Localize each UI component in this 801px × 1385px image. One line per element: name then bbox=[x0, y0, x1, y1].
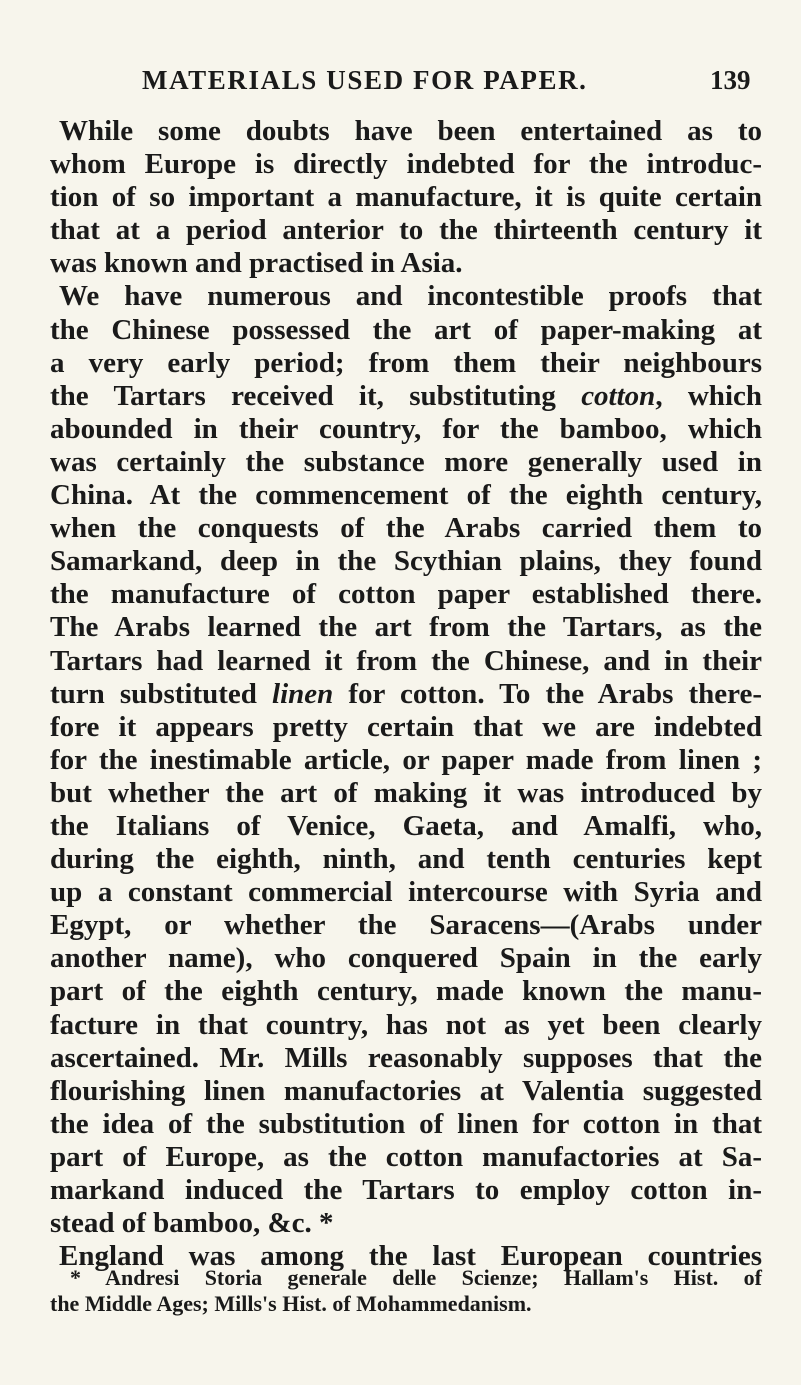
text-line: when the conquests of the Arabs carried them to bbox=[50, 512, 762, 545]
text-line: We have numerous and incontestible proofs that bbox=[59, 280, 762, 313]
text-line: Egypt, or whether the Saracens—(Arabs under bbox=[50, 909, 762, 942]
text-line: markand induced the Tartars to employ cotton in- bbox=[50, 1174, 762, 1206]
footnote bbox=[50, 1265, 762, 1317]
text-line: England was among the last European countries bbox=[59, 1240, 762, 1273]
running-title: MATERIALS USED FOR PAPER. bbox=[142, 65, 588, 95]
text-line: The Arabs learned the art from the Tartars, as the bbox=[50, 611, 762, 644]
text-segment: the Tartars received it, substituting bbox=[50, 379, 582, 412]
text-line bbox=[50, 678, 762, 711]
text-line: the Chinese possessed the art of paper-making at bbox=[50, 313, 762, 346]
text-segment: turn substituted bbox=[50, 677, 273, 710]
text-line: facture in that country, has not as yet been clearly bbox=[50, 1008, 762, 1041]
text-line: stead of bamboo, &c. * bbox=[50, 1207, 334, 1240]
text-line: flourishing linen manufactories at Valentia suggested bbox=[50, 1074, 762, 1107]
text-line: ascertained. Mr. Mills reasonably supposes that the bbox=[50, 1041, 762, 1074]
body-text bbox=[50, 115, 762, 1273]
text-line: but whether the art of making it was introduced by bbox=[50, 776, 762, 809]
text-line: Samarkand, deep in the Scythian plains, they found bbox=[50, 545, 762, 578]
text-line: China. At the commencement of the eighth century, bbox=[50, 479, 762, 512]
text-line: was known and practised in Asia. bbox=[50, 247, 463, 280]
text-line bbox=[50, 380, 762, 413]
text-line: part of Europe, as the cotton manufactories at Sa- bbox=[50, 1140, 762, 1173]
text-line: for the inestimable article, or paper made from linen ; bbox=[50, 743, 762, 776]
text-line: the manufacture of cotton paper established there. bbox=[50, 578, 762, 611]
text-line: abounded in their country, for the bamboo, which bbox=[50, 412, 762, 445]
text-segment: for cotton. To the Arabs there- bbox=[333, 677, 763, 710]
text-line: While some doubts have been entertained as to bbox=[59, 115, 762, 147]
footnote-line: the Middle Ages; Mills's Hist. of Mohammedanism. bbox=[50, 1291, 532, 1316]
text-segment: , which bbox=[655, 379, 762, 412]
running-head bbox=[0, 60, 801, 100]
italic-word: linen bbox=[272, 677, 334, 710]
text-line: a very early period; from them their neighbours bbox=[50, 346, 762, 379]
text-line: the idea of the substitution of linen for cotton in that bbox=[50, 1107, 762, 1140]
page-number: 139 bbox=[710, 65, 751, 95]
text-line: Tartars had learned it from the Chinese, and in their bbox=[50, 644, 762, 677]
text-line: the Italians of Venice, Gaeta, and Amalfi, who, bbox=[50, 809, 762, 842]
text-line: part of the eighth century, made known the manu- bbox=[50, 975, 762, 1008]
text-line: up a constant commercial intercourse with Syria and bbox=[50, 876, 762, 909]
text-line: was certainly the substance more generally used in bbox=[50, 445, 762, 478]
text-line: that at a period anterior to the thirteenth century it bbox=[50, 214, 762, 247]
footnote-line: * Andresi Storia generale delle Scienze; Hallam's Hist. of bbox=[70, 1265, 762, 1290]
text-line: whom Europe is directly indebted for the introduc- bbox=[50, 148, 762, 181]
italic-word: cotton bbox=[581, 379, 656, 412]
text-line: another name), who conquered Spain in the early bbox=[50, 942, 762, 975]
text-line: tion of so important a manufacture, it is quite certain bbox=[50, 181, 762, 214]
text-line: during the eighth, ninth, and tenth centuries kept bbox=[50, 843, 762, 876]
text-line: fore it appears pretty certain that we are indebted bbox=[50, 710, 762, 743]
